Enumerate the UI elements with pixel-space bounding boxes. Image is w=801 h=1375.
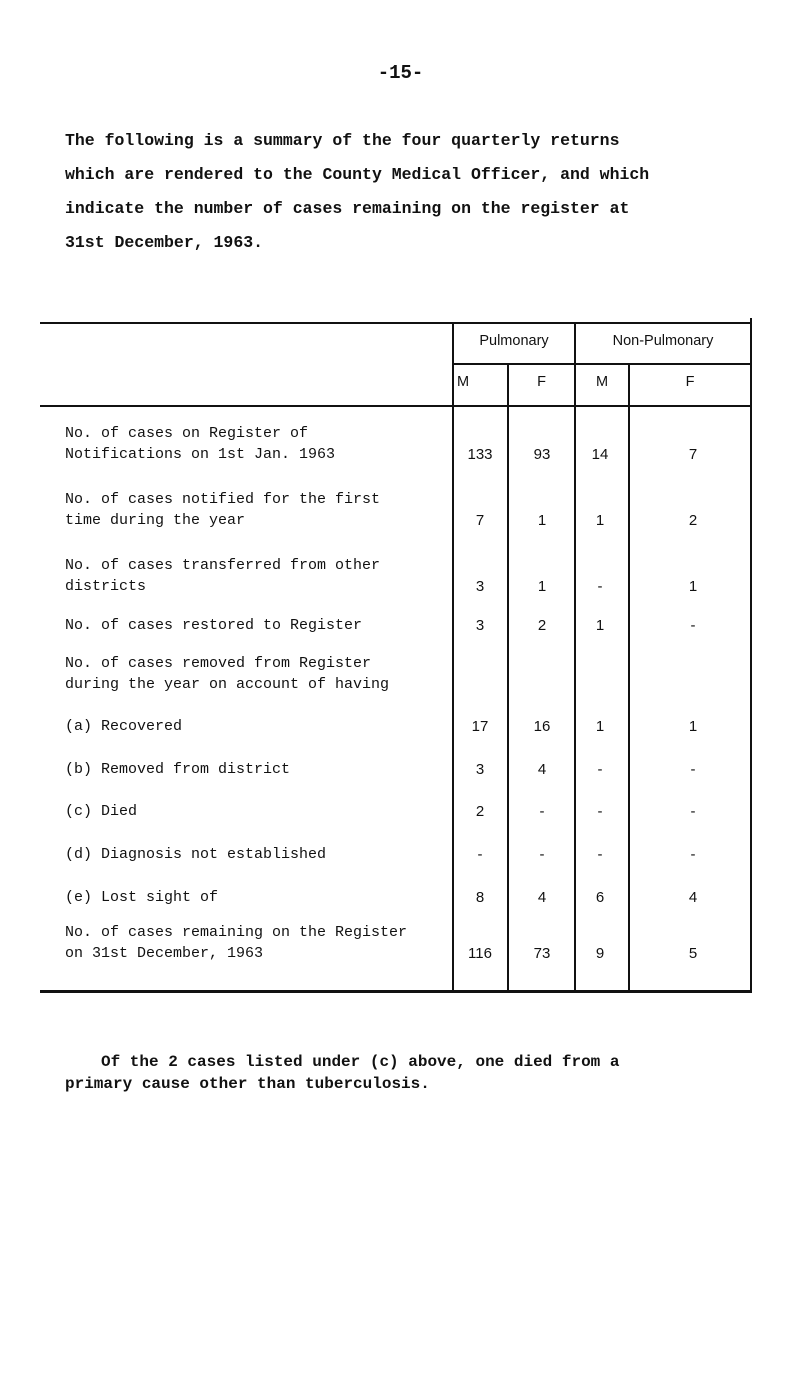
table-cell: 1 [595, 512, 605, 529]
table-cell: 3 [475, 578, 485, 595]
table-cell: 116 [468, 945, 492, 962]
row-label: No. of cases on Register of Notifications on 1st Jan. 1963 [65, 425, 336, 463]
header-non-pulmonary-f: F [685, 374, 695, 390]
table-cell: 1 [688, 578, 698, 595]
table-cell: - [597, 761, 603, 778]
intro-line: which are rendered to the County Medical Officer, and which [65, 165, 650, 184]
table-cell: 1 [688, 718, 698, 735]
table-cell: 9 [595, 945, 605, 962]
table-cell: 3 [475, 761, 485, 778]
table-cell: 73 [533, 945, 551, 962]
table-cell: 1 [595, 718, 605, 735]
header-pulmonary-m: M [457, 374, 470, 390]
table-cell: 1 [595, 617, 605, 634]
row-label: No. of cases transferred from other districts [65, 557, 381, 595]
table-cell: 16 [533, 718, 551, 735]
table-cell: 7 [688, 446, 698, 463]
table-cell: 4 [537, 889, 547, 906]
intro-paragraph [65, 124, 745, 260]
page-number: -15- [377, 62, 424, 84]
intro-line: indicate the number of cases remaining on the register at [65, 199, 630, 218]
row-label: No. of cases restored to Register [65, 617, 363, 634]
table-cell: 14 [591, 446, 609, 463]
intro-line: The following is a summary of the four quarterly returns [65, 131, 620, 150]
table-cell: 133 [467, 446, 493, 463]
header-pulmonary: Pulmonary [479, 333, 549, 349]
footnote-line: primary cause other than tuberculosis. [65, 1075, 430, 1093]
table-cell: 4 [688, 889, 698, 906]
table-bottom-border [40, 990, 752, 993]
footnote [65, 1051, 745, 1095]
table-cell: - [597, 846, 603, 863]
table-cell: 1 [537, 578, 547, 595]
header-non-pulmonary: Non-Pulmonary [612, 333, 714, 349]
row-label: (e) Lost sight of [65, 889, 219, 906]
table-cell: 2 [537, 617, 547, 634]
table-cell: 2 [475, 803, 485, 820]
table-header-rule [40, 405, 752, 407]
row-label: No. of cases remaining on the Register on 31st December, 1963 [65, 924, 408, 962]
table-cell: 4 [537, 761, 547, 778]
table-cell: - [690, 761, 696, 778]
table-cell: 8 [475, 889, 485, 906]
footnote-line: Of the 2 cases listed under (c) above, one died from a [101, 1053, 620, 1071]
table-cell: - [690, 617, 696, 634]
table-cell: - [597, 578, 603, 595]
row-label: (c) Died [65, 803, 138, 820]
table-top-border [40, 322, 752, 324]
table-cell: 2 [688, 512, 698, 529]
table-cell: 7 [475, 512, 485, 529]
intro-line: 31st December, 1963. [65, 233, 264, 252]
header-pulmonary-f: F [537, 374, 546, 390]
table-cell: - [539, 803, 545, 820]
table-cell: - [690, 846, 696, 863]
table-cell: - [539, 846, 545, 863]
row-label: (b) Removed from district [65, 761, 291, 778]
table-cell: - [690, 803, 696, 820]
header-non-pulmonary-m: M [595, 374, 609, 390]
row-label: No. of cases notified for the first time during the year [65, 491, 381, 529]
table-right-border [750, 318, 752, 993]
table-cell: 93 [533, 446, 551, 463]
table-cell: 17 [471, 718, 489, 735]
row-label: No. of cases removed from Register during the year on account of having [65, 655, 390, 693]
table-cell: - [477, 846, 483, 863]
table-cell: 5 [688, 945, 698, 962]
subheader-rule [453, 363, 752, 365]
table-cell: 1 [537, 512, 547, 529]
row-label: (d) Diagnosis not established [65, 846, 327, 863]
table-cell: 6 [595, 889, 605, 906]
row-label: (a) Recovered [65, 718, 183, 735]
table-cell: 3 [475, 617, 485, 634]
table-cell: - [597, 803, 603, 820]
